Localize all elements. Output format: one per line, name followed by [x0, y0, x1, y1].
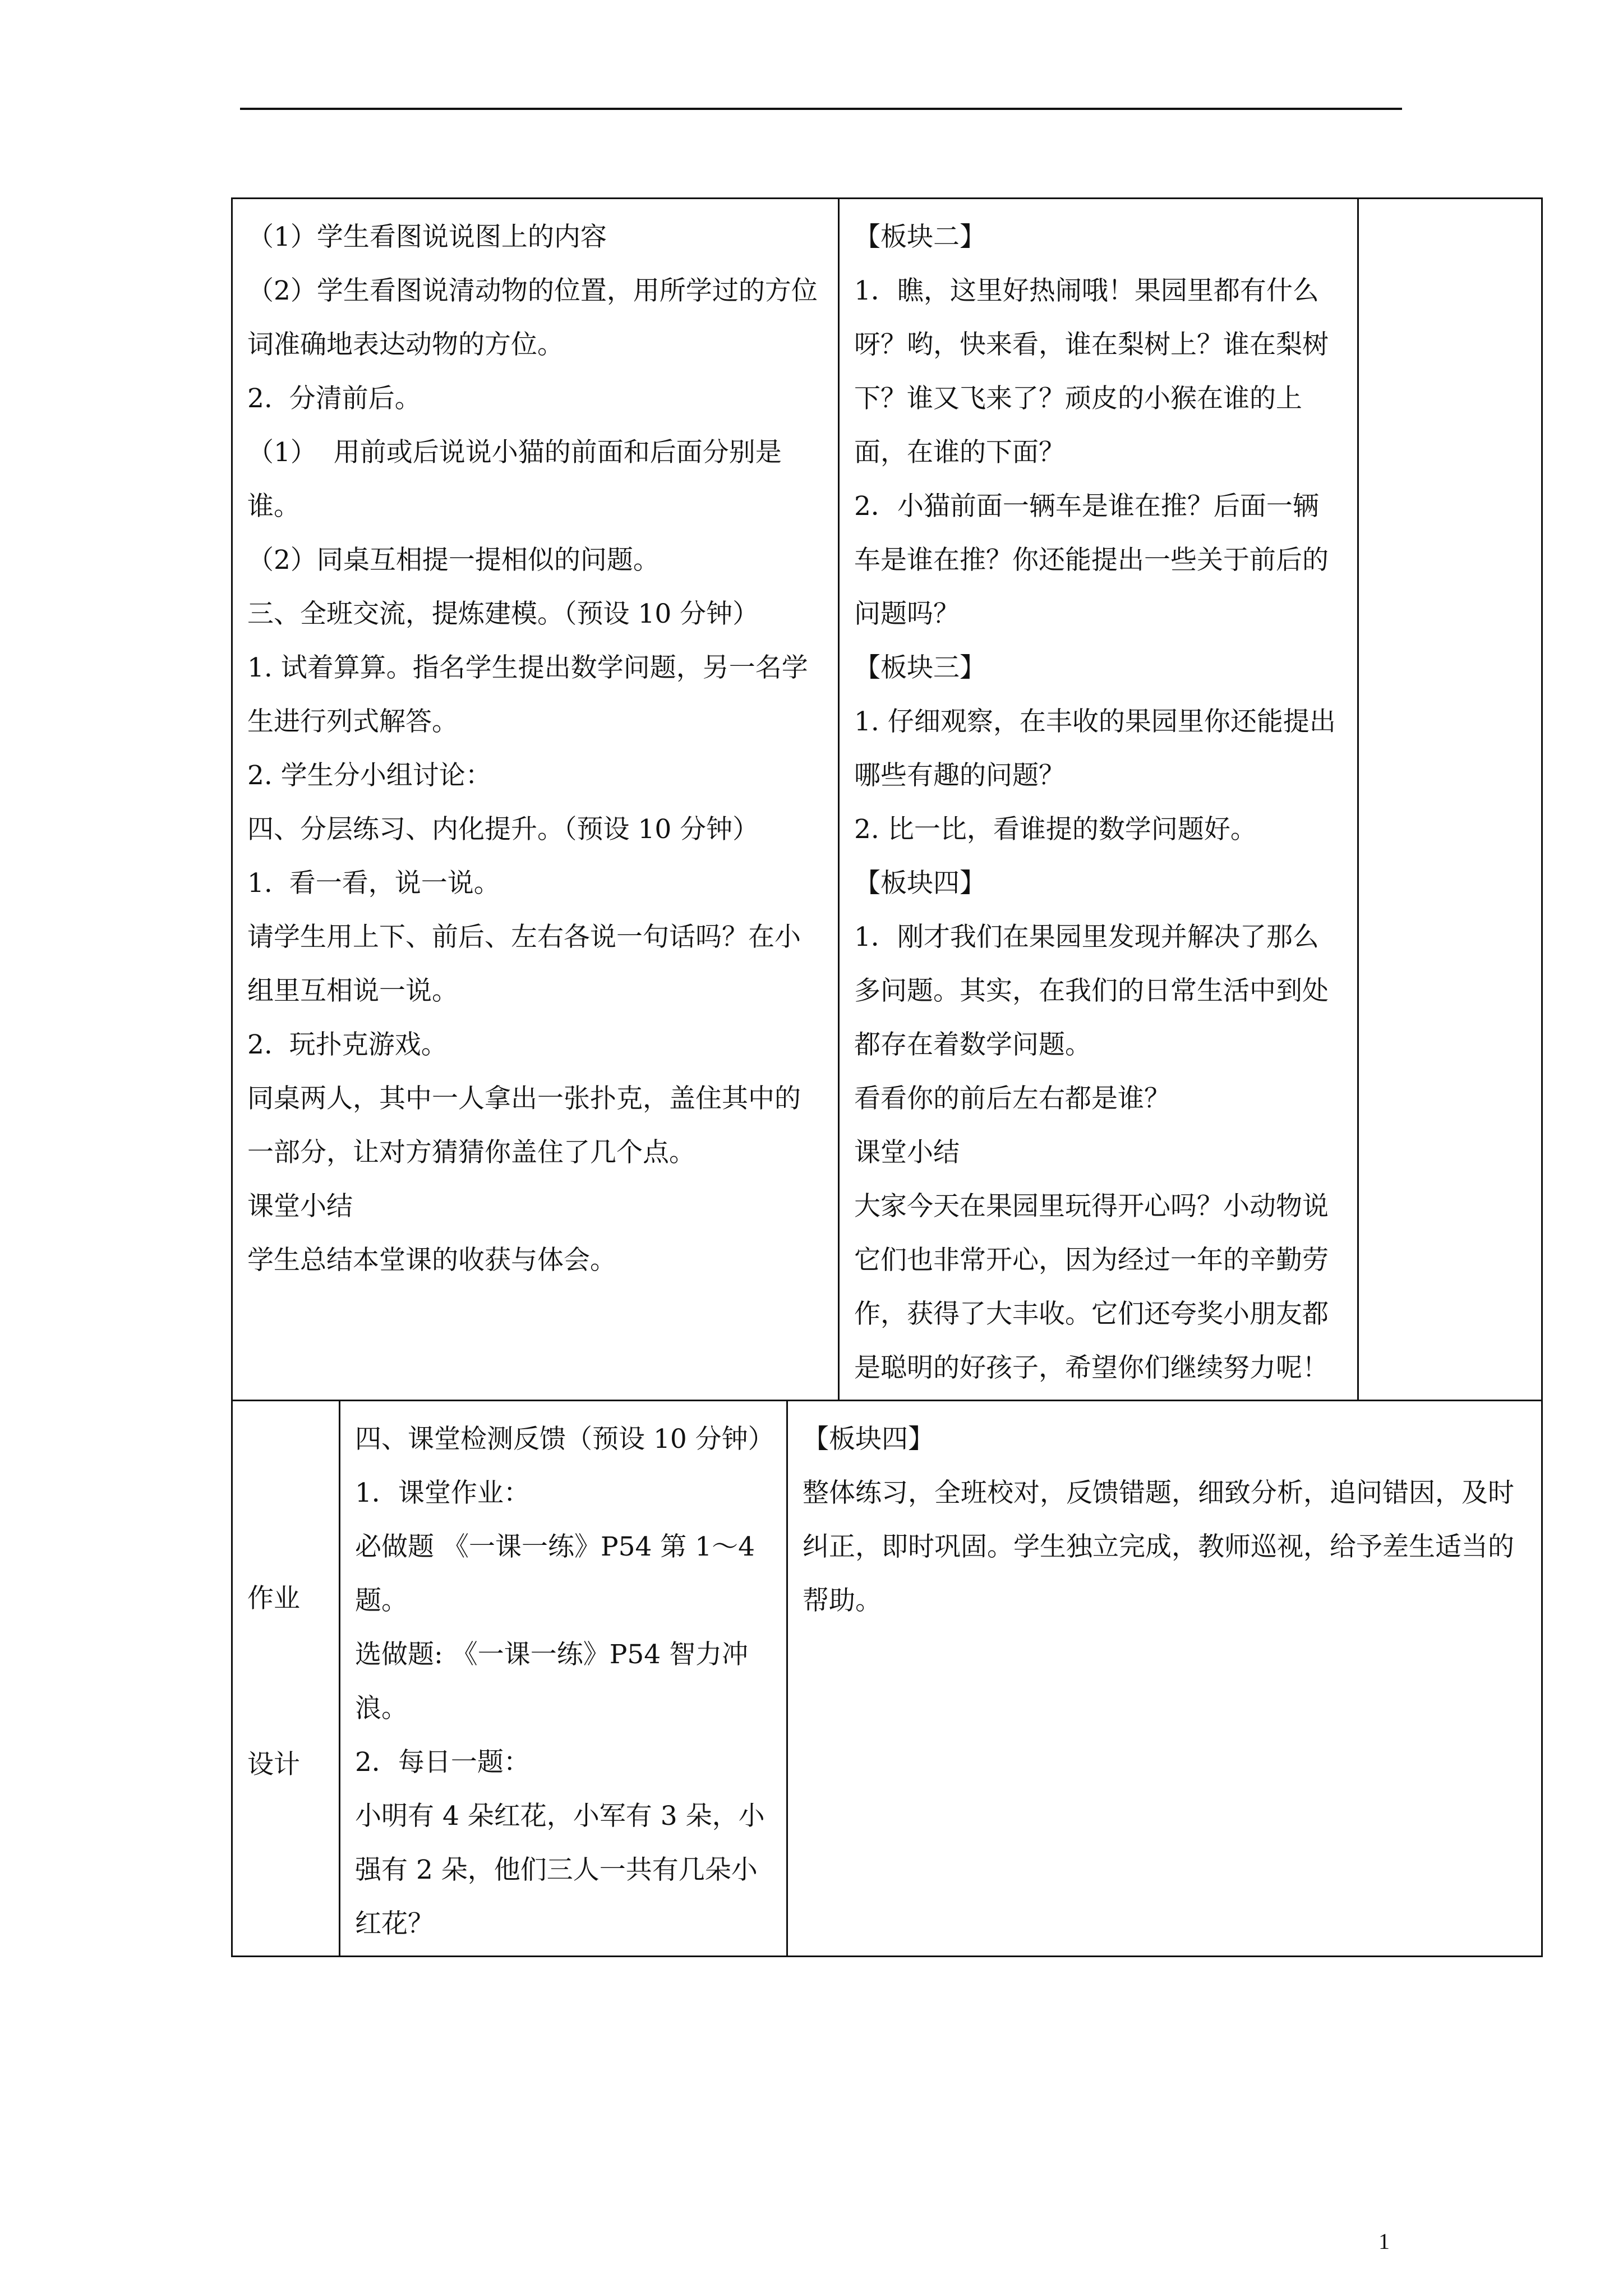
text-line: 1．课堂作业：	[355, 1478, 530, 1508]
text-line: 2. 比一比，看谁提的数学问题好。	[854, 814, 1257, 845]
text-line: 1. 试着算算。指名学生提出数学问题，另一名学生进行列式解答。	[247, 652, 808, 737]
page-number: 1	[1378, 2229, 1390, 2254]
text-line: （2）同桌互相提一提相似的问题。	[247, 545, 660, 576]
text-line: （2）学生看图说清动物的位置，用所学过的方位词准确地表达动物的方位。	[247, 275, 818, 360]
homework-design-notes-list	[803, 1412, 1527, 1628]
text-line: 小明有 4 朵红花，小军有 3 朵，小强有 2 朵，他们三人一共有几朵小红花？	[355, 1801, 765, 1939]
text-line: 1. 仔细观察，在丰收的果园里你还能提出哪些有趣的问题？	[854, 706, 1336, 791]
text-line: 整体练习，全班校对，反馈错题，细致分析，追问错因，及时纠正，即时巩固。学生独立完成，教师巡视，给予差生适当的帮助。	[803, 1478, 1514, 1616]
text-line: 2．每日一题：	[355, 1747, 530, 1778]
text-line: 必做题 《一课一练》P54 第 1～4 题。	[355, 1531, 764, 1616]
homework-design-notes-cell	[787, 1401, 1542, 1957]
homework-label-bottom: 设计	[247, 1749, 300, 1780]
header-rule	[240, 108, 1402, 110]
text-line: 【板块四】	[803, 1424, 934, 1455]
text-line: （1）学生看图说说图上的内容	[247, 222, 607, 252]
text-line: 大家今天在果园里玩得开心吗？小动物说它们也非常开心，因为经过一年的辛勤劳作，获得了大丰收。它们还夸奖小朋友都是聪明的好孩子，希望你们继续努力呢！	[854, 1191, 1329, 1383]
text-line: 1. 看一看，说一说。	[247, 868, 500, 899]
text-line: 【板块四】	[854, 868, 986, 899]
student-activity-list	[247, 210, 823, 1287]
text-line: 【板块三】	[854, 652, 986, 683]
text-line: 请学生用上下、前后、左右各说一句话吗？在小组里互相说一说。	[247, 922, 801, 1006]
text-line: 看看你的前后左右都是谁？	[854, 1083, 1171, 1114]
text-line: 四、分层练习、内化提升。（预设 10 分钟）	[247, 814, 759, 845]
text-line: 1．瞧，这里好热闹哦！果园里都有什么呀？哟，快来看，谁在梨树上？谁在梨树下？谁又飞来了？顽皮的小猴在谁的上面，在谁的下面？	[854, 275, 1329, 468]
notes-cell	[1358, 199, 1542, 1401]
text-line: 三、全班交流，提炼建模。（预设 10 分钟）	[247, 599, 759, 629]
teacher-guidance-list	[854, 210, 1343, 1395]
text-line: （1） 用前或后说说小猫的前面和后面分别是谁。	[247, 437, 782, 522]
text-line: 学生总结本堂课的收获与体会。	[247, 1245, 616, 1276]
homework-content-cell	[340, 1401, 787, 1957]
text-line: 课堂小结	[247, 1191, 353, 1222]
text-line: 四、课堂检测反馈（预设 10 分钟）	[355, 1424, 774, 1455]
text-line: 选做题: 《一课一练》P54 智力冲浪。	[355, 1639, 749, 1724]
text-line: 2. 学生分小组讨论：	[247, 760, 492, 791]
text-line: 2. 玩扑克游戏。	[247, 1029, 448, 1060]
text-line: 课堂小结	[854, 1137, 960, 1168]
homework-design-row	[232, 1401, 1542, 1957]
homework-label-top: 作业	[247, 1583, 300, 1614]
text-line: 【板块二】	[854, 222, 986, 252]
lesson-plan-table	[231, 197, 1543, 1957]
homework-label-cell	[232, 1401, 340, 1957]
text-line: 2. 分清前后。	[247, 383, 421, 414]
text-line: 同桌两人，其中一人拿出一张扑克，盖住其中的一部分，让对方猜猜你盖住了几个点。	[247, 1083, 801, 1168]
student-activity-cell	[232, 199, 839, 1401]
homework-content-list	[355, 1412, 772, 1951]
text-line: 1．刚才我们在果园里发现并解决了那么多问题。其实，在我们的日常生活中到处都存在着数学问题。	[854, 922, 1329, 1060]
teaching-process-row	[232, 199, 1542, 1401]
text-line: 2．小猫前面一辆车是谁在推？后面一辆车是谁在推？你还能提出一些关于前后的问题吗？	[854, 491, 1329, 629]
teacher-guidance-cell	[839, 199, 1358, 1401]
